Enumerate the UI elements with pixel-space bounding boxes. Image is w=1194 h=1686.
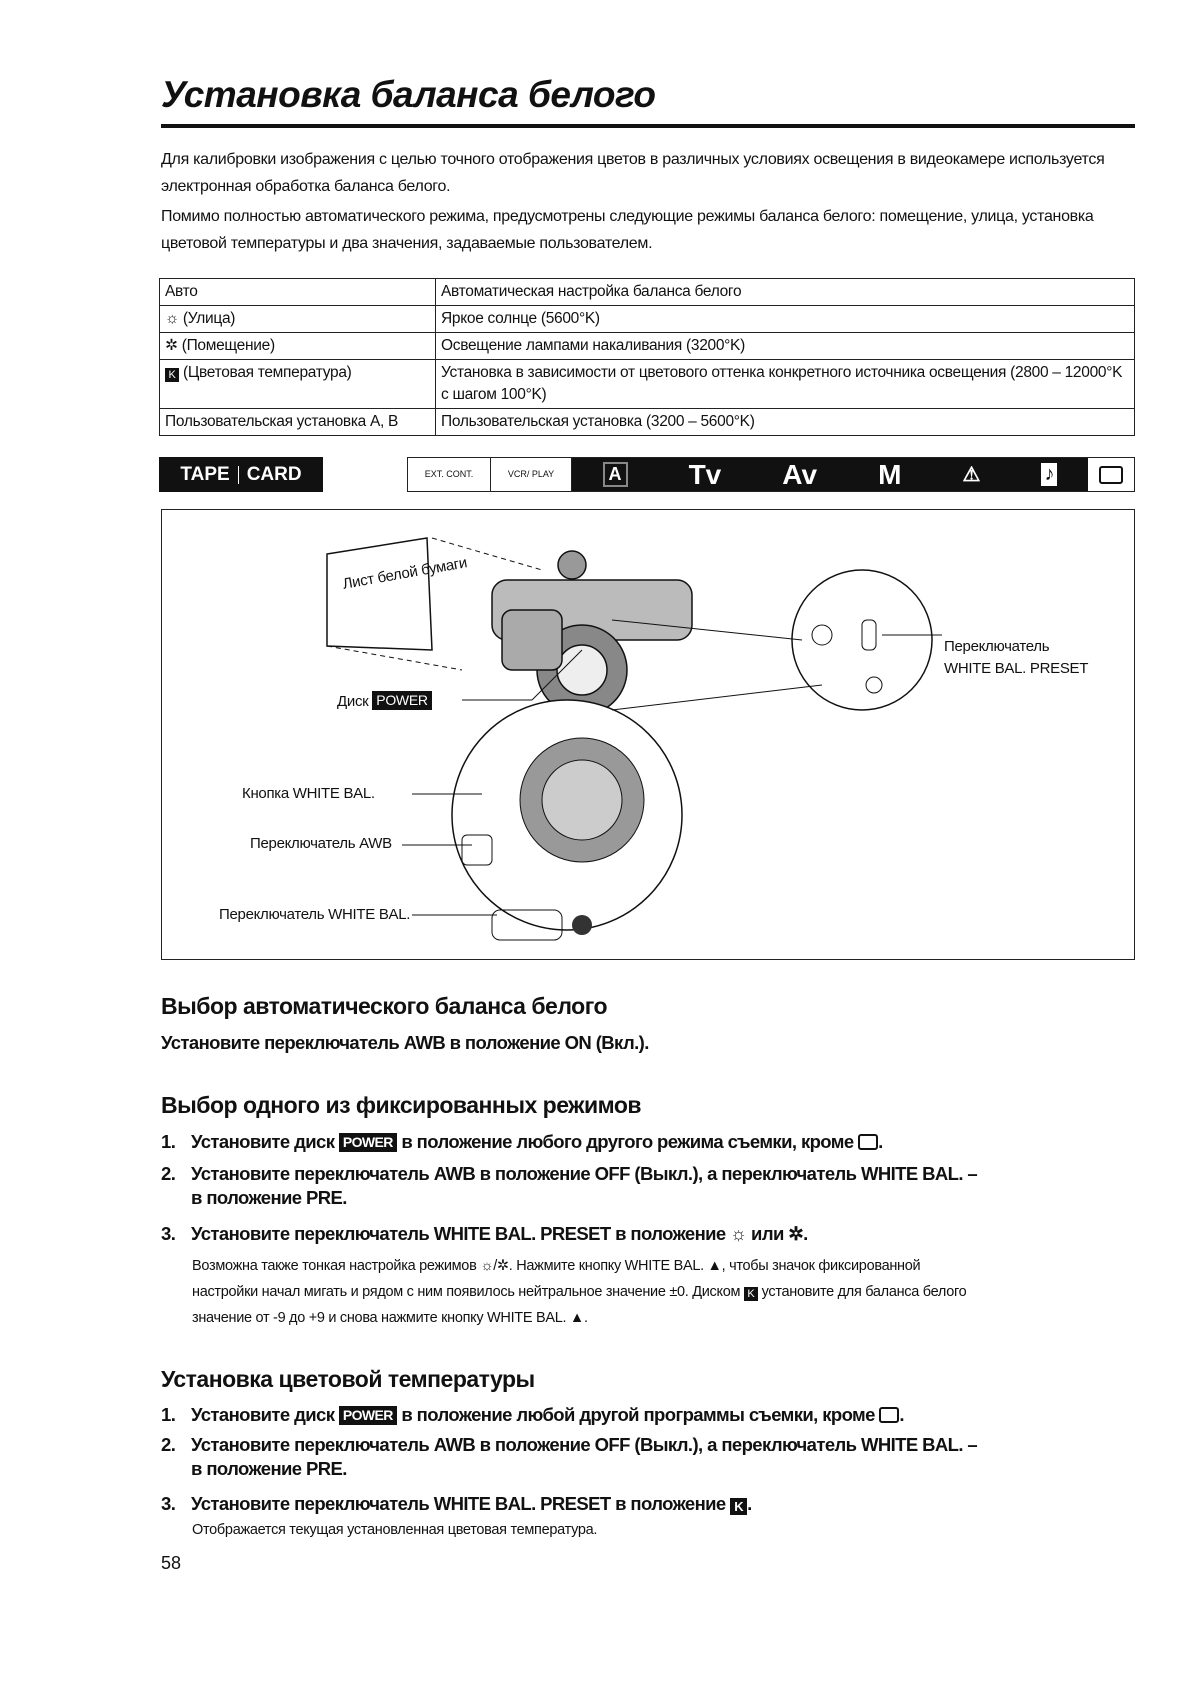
mode-cell: ☼ (Улица)	[160, 306, 436, 333]
white-bal-button-label: Кнопка WHITE BAL.	[242, 785, 375, 802]
power-icon: POWER	[339, 1406, 397, 1425]
intro-paragraph-1: Для калибровки изображения с целью точного отображения цветов в различных условиях освещения в видеокамере используется электронная обработка баланса белого.	[161, 151, 1105, 195]
bulb-icon: ✲	[165, 337, 178, 354]
table-row	[160, 279, 1135, 306]
preset-switch-label: Переключатель WHITE BAL. PRESET	[944, 638, 1089, 677]
temp-note: Отображается текущая установленная цветовая температура.	[192, 1522, 598, 1538]
white-bal-switch-label: Переключатель WHITE BAL.	[219, 906, 411, 923]
fixed-step-1: 1. Установите диск POWER в положение любого другого режима съемки, кроме .	[161, 1131, 883, 1152]
power-icon: POWER	[339, 1133, 397, 1152]
camera-modes	[572, 458, 1088, 491]
table-row	[160, 306, 1135, 333]
auto-instruction: Установите переключатель AWB в положение ON (Вкл.).	[161, 1032, 649, 1053]
mode-cell: Авто	[160, 279, 436, 306]
mode-cell: K (Цветовая температура)	[160, 360, 436, 409]
section-heading-temperature: Установка цветовой температуры	[161, 1366, 535, 1392]
page-number: 58	[161, 1553, 182, 1573]
temp-step-3: 3. Установите переключатель WHITE BAL. PRESET в положение K .	[161, 1493, 752, 1514]
intro-paragraph-2: Помимо полностью автоматического режима, предусмотрены следующие режимы баланса белого: помещение, улица, установка цветовой температуры и два значения, задаваемые пользователем.	[161, 208, 1094, 252]
desc-cell: Установка в зависимости от цветового оттенка конкретного источника освещения (2800 – 12000°K с шагом 100°K)	[436, 360, 1135, 409]
desc-cell: Освещение лампами накаливания (3200°K)	[436, 333, 1135, 360]
section-heading-fixed: Выбор одного из фиксированных режимов	[161, 1092, 642, 1118]
white-paper-label: Лист белой бумаги	[341, 554, 469, 593]
card-icon	[858, 1134, 878, 1150]
card-mode	[1088, 458, 1134, 491]
mode-cell: Пользовательская установка A, B	[160, 409, 436, 436]
music-mode: ♪	[1041, 463, 1057, 486]
section-heading-auto: Выбор автоматического баланса белого	[161, 993, 608, 1019]
vcr-play-mode: VCR/ PLAY	[491, 458, 572, 491]
title-rule	[161, 124, 1135, 128]
wb-modes-table	[159, 278, 1135, 436]
kelvin-icon: K	[730, 1498, 747, 1515]
temp-step-1: 1. Установите диск POWER в положение любой другой программы съемки, кроме .	[161, 1404, 904, 1425]
sun-icon: ☼	[165, 310, 179, 327]
tape-card-badge: TAPE CARD	[159, 457, 323, 492]
kelvin-icon: K	[744, 1287, 758, 1301]
camera-illustration	[162, 510, 1136, 961]
scene-mode: ⚠	[962, 464, 981, 486]
mode-bar	[407, 457, 1135, 492]
desc-cell: Пользовательская установка (3200 – 5600°K)	[436, 409, 1135, 436]
ext-cont-mode: EXT. CONT.	[408, 458, 491, 491]
fixed-step-2: 2. Установите переключатель AWB в положение OFF (Выкл.), а переключатель WHITE BAL. – в положение PRE.	[161, 1163, 978, 1208]
tv-mode: Tv	[688, 458, 722, 490]
fixed-step-3: 3. Установите переключатель WHITE BAL. PRESET в положение ☼ или ✲.	[161, 1223, 808, 1244]
temp-step-2: 2. Установите переключатель AWB в положение OFF (Выкл.), а переключатель WHITE BAL. – в положение PRE.	[161, 1434, 978, 1479]
table-row	[160, 333, 1135, 360]
m-mode: M	[878, 458, 902, 490]
auto-mode: A	[603, 462, 628, 487]
mode-cell: ✲ (Помещение)	[160, 333, 436, 360]
table-row	[160, 409, 1135, 436]
card-icon	[879, 1407, 899, 1423]
awb-switch-label: Переключатель AWB	[250, 835, 392, 852]
av-mode: Av	[782, 458, 818, 490]
table-row	[160, 360, 1135, 409]
camera-diagram	[161, 509, 1135, 960]
power-icon: POWER	[372, 691, 431, 710]
kelvin-icon: K	[165, 368, 179, 382]
page-title: Установка баланса белого	[161, 74, 656, 115]
power-dial-label: Диск POWER	[337, 691, 432, 710]
desc-cell: Автоматическая настройка баланса белого	[436, 279, 1135, 306]
desc-cell: Яркое солнце (5600°K)	[436, 306, 1135, 333]
fixed-note: Возможна также тонкая настройка режимов ☼/✲. Нажмите кнопку WHITE BAL. ▲, чтобы значок фиксированной настройки начал мигать и рядом с ним появилось нейтральное значение ±0. Диском K установите для баланса белого значение от -9 до +9 и снова нажмите кнопку WHITE BAL. ▲.	[192, 1258, 967, 1326]
